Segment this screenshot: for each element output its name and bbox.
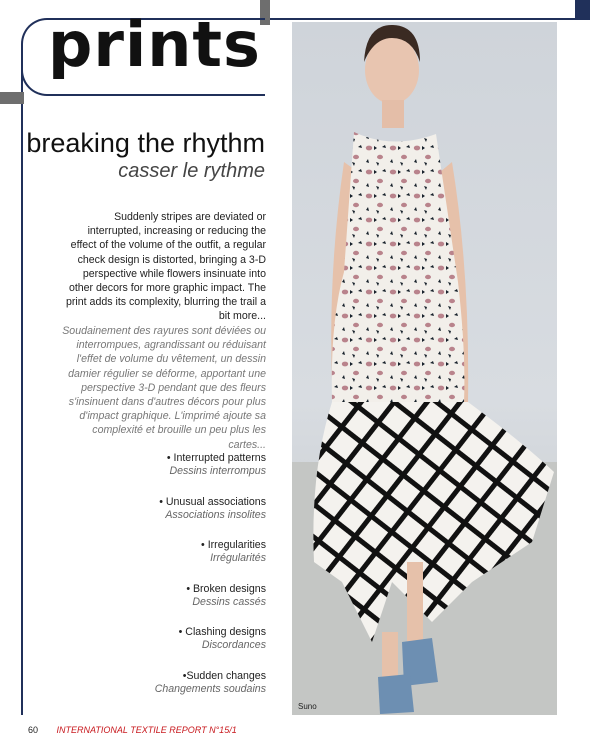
left-rule [21, 60, 23, 715]
top-rule [268, 18, 588, 20]
left-marker [0, 92, 24, 104]
theme-label-french: Discordances [201, 639, 266, 651]
theme-label-english: • Unusual associations [159, 495, 266, 508]
theme-item [60, 496, 266, 522]
theme-label-french: Changements soudains [154, 682, 266, 695]
publication-name [57, 725, 237, 735]
page-number: 60 [28, 725, 39, 735]
corner-tab [575, 0, 590, 20]
publication-name-part-1: INTERNATIONAL [56, 725, 128, 735]
theme-label-french: Associations insolites [165, 508, 266, 521]
theme-label-english: •Sudden changes [182, 669, 266, 682]
theme-item [60, 583, 266, 609]
theme-label-english: • Clashing designs [178, 626, 266, 638]
theme-label-english: • Broken designs [186, 582, 266, 595]
theme-label-english: • Irregularities [201, 539, 266, 551]
theme-item [60, 452, 266, 478]
body-text-french: Soudainement des rayures sont déviées ou interrompues, agrandissant ou réduisant l'effet de volume du vêtement, un dessin damier régulier se déforme, apportant une perspective 3-D pendant que des fleurs s'insinuent dans d'autres décors pour plus d'impact graphique. L'imprimé ajoute sa complexité et brouille un peu plus les cartes... [62, 325, 266, 451]
body-text-english: Suddenly stripes are deviated or interrupted, increasing or reducing the effect of the volume of the outfit, a regular check design is distorted, bringing a 3-D perspective while flowers insinuate into other decors for more graphic impact. The print adds its complexity, blurring the trail a bit more... [66, 211, 266, 323]
theme-item [60, 539, 266, 565]
theme-label-french: Irrégularités [210, 552, 266, 564]
theme-label-french: Dessins interrompus [169, 465, 266, 477]
theme-list [60, 452, 266, 713]
publication-name-part-2: TEXTILE REPORT N°15/1 [130, 725, 237, 735]
photo-credit: Suno [298, 702, 317, 711]
theme-label-english: • Interrupted patterns [166, 452, 266, 464]
headline-french: casser le rythme [118, 160, 265, 182]
theme-item [60, 626, 266, 652]
theme-item [60, 670, 266, 696]
page-footer [28, 725, 237, 735]
theme-label-french: Dessins cassés [192, 595, 266, 608]
section-title: prints [48, 8, 261, 81]
runway-illustration [292, 22, 557, 715]
headline-english: breaking the rhythm [26, 128, 265, 158]
runway-photo [292, 22, 557, 715]
